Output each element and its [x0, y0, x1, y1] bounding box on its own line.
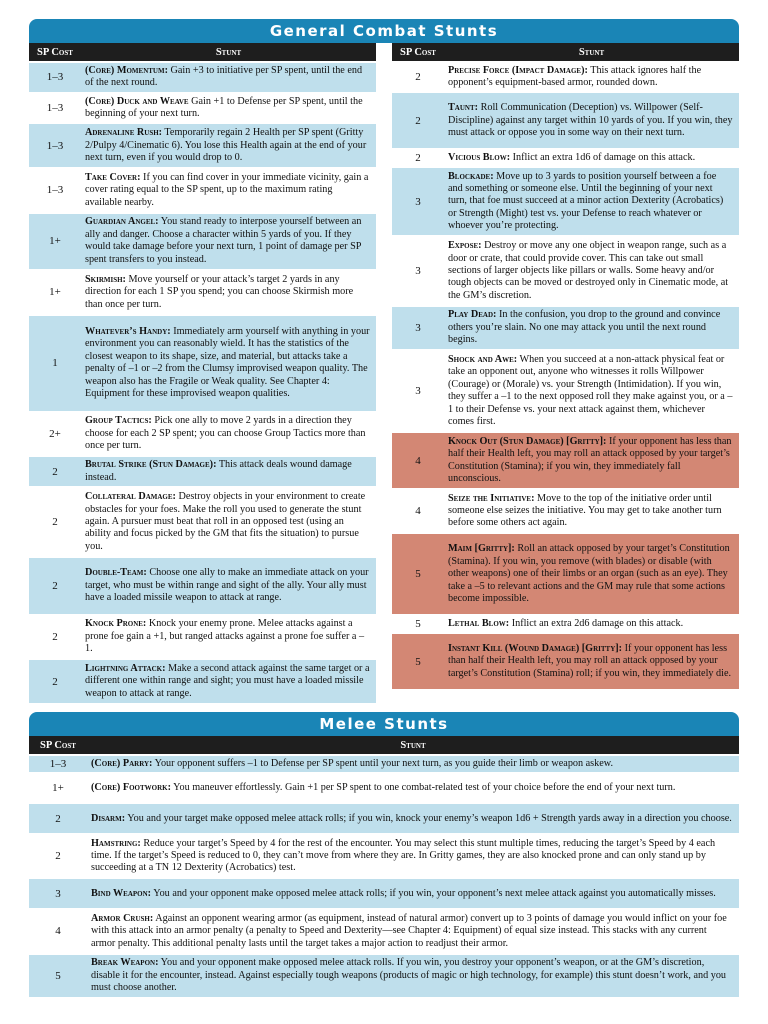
stunt-name: Armor Crush:: [91, 912, 154, 924]
sp-cost-cell: 5: [415, 568, 421, 581]
stunt-cell: [81, 271, 376, 314]
stunt-name: Group Tactics:: [85, 415, 152, 427]
table-row: [29, 614, 376, 659]
stunt-cell: [81, 413, 376, 456]
stunt-name: Lightning Attack:: [85, 662, 166, 674]
sp-cost-cell: 1–3: [46, 184, 64, 197]
table-row: [29, 486, 376, 556]
stunt-name: Blockade:: [448, 170, 494, 182]
stunt-cell: [87, 756, 739, 772]
stunt-description: This attack ignores half the opponent’s equipment-based armor, rounded down.: [448, 64, 702, 89]
stunt-cell: [81, 94, 376, 123]
stunt-description: You stand ready to interpose yourself between an ally and danger. Choose a character within 5 yards of you. If they would take damage before your next turn, 1 point of damage per SP spent transfers to you instead.: [85, 216, 362, 265]
stunt-description: Roll Communication (Deception) vs. Willpower (Self-Discipline) against any target within 10 yards of you. If you win, they must attack or oppose you in some way on their next turn.: [448, 102, 733, 139]
stunt-cell: [444, 433, 739, 488]
table-row: [29, 92, 376, 123]
sp-cost-cell: 2: [52, 580, 58, 593]
sp-cost-cell: 1–3: [46, 102, 64, 115]
stunt-description: Move yourself or your attack’s target 2 yards in any direction for each 1 SP you spend; you can choose Skirmish more than once per turn.: [85, 273, 354, 310]
table-body: [392, 61, 739, 689]
table-body: [29, 61, 376, 703]
stunt-name: Seize the Initiative:: [448, 492, 535, 504]
sp-cost-cell: 2: [415, 152, 421, 165]
sp-cost-cell: 3: [415, 195, 421, 208]
stunt-cell: [444, 63, 739, 91]
sp-cost-cell: 2: [52, 631, 58, 644]
stunt-name: Maim [Gritty]:: [448, 543, 515, 555]
stunt-name: Whatever’s Handy:: [85, 325, 171, 337]
stunt-description: Gain +3 to initiative per SP spent, until the end of the next round.: [85, 64, 363, 89]
stunt-cell: [87, 774, 739, 803]
melee-stunts-banner: Melee Stunts: [29, 712, 739, 736]
table-row: [392, 632, 739, 689]
sp-cost-cell: 1+: [52, 782, 64, 795]
stunt-description: If you can find cover in your immediate vicinity, gain a cover rating equal to the SP spent, up to the maximum rating available nearby.: [85, 171, 369, 208]
table-row: [392, 235, 739, 305]
stunt-cell: [87, 804, 739, 833]
stunt-header: Stunt: [578, 46, 605, 58]
sp-cost-header: SP Cost: [40, 739, 76, 751]
sp-cost-cell: 2: [55, 850, 61, 863]
sp-cost-cell: 3: [415, 265, 421, 278]
sp-cost-cell: 5: [415, 655, 421, 668]
stunt-name: (Core) Momentum:: [85, 64, 168, 76]
melee-stunts-table: [29, 736, 739, 997]
stunt-cell: [444, 307, 739, 349]
stunt-name: Skirmish:: [85, 273, 126, 285]
stunt-cell: [81, 169, 376, 212]
table-row: [29, 802, 739, 833]
table-row: [392, 532, 739, 614]
stunt-cell: [87, 835, 739, 877]
stunt-cell: [444, 237, 739, 305]
sp-cost-cell: 2: [55, 812, 61, 825]
table-row: [392, 166, 739, 236]
stunt-cell: [81, 63, 376, 92]
table-row: [29, 953, 739, 997]
table-row: [392, 91, 739, 148]
stunt-cell: [81, 316, 376, 411]
table-row: [29, 269, 376, 314]
stunt-description: Temporarily regain 2 Health per SP spent (Gritty 2/Pulpy 4/Cinematic 6). You lose this Health again at the end of your next turn, even if you would drop to 0.: [85, 127, 367, 163]
table-row: [392, 349, 739, 431]
sp-cost-cell: 2: [52, 465, 58, 478]
stunt-cell: [444, 490, 739, 532]
stunt-cell: [444, 351, 739, 431]
stunt-name: Play Dead:: [448, 309, 497, 321]
stunt-description: Move up to 3 yards to position yourself between a foe and something or someone else. Until the beginning of your next turn, that foe must succeed at a minor action Dexterity (Acrobatics) or Strength (Might) test vs. your Defense to reach whatever or whoever you’re protecting.: [448, 170, 724, 232]
stunt-description: Immediately arm yourself with anything in your environment you can reasonably wield. It has the statistics of the closest weapon to its shape, size, and material, but attacks take a penalty of –1 or –2 from the Clumsy improvised weapon quality. The weapon also has the Fragile or Weak quality. See Chapter 4: Equipment for these improvised weapon qualities.: [85, 325, 370, 400]
sp-cost-cell: 2: [415, 114, 421, 127]
table-row: [29, 167, 376, 212]
stunt-name: Expose:: [448, 240, 482, 252]
table-row: [392, 614, 739, 632]
stunt-cell: [81, 124, 376, 167]
stunt-cell: [81, 457, 376, 486]
table-row: [29, 212, 376, 269]
sp-cost-cell: 1+: [49, 286, 61, 299]
stunt-name: Collateral Damage:: [85, 491, 176, 503]
stunt-name: Precise Force (Impact Damage):: [448, 64, 588, 76]
stunt-name: Shock and Awe:: [448, 353, 518, 365]
table-row: [29, 455, 376, 486]
table-row: [29, 772, 739, 803]
stunt-description: You and your opponent make opposed melee attack rolls. If you win, you destroy your opponent’s weapon, or at the GM’s discretion, disable it for the encounter, instead. Against especially tough weapons (products of magic or high technology, for example) this stunt doesn’t work, and you must choose another.: [91, 957, 727, 993]
stunt-name: Lethal Blow:: [448, 618, 510, 630]
table-header: [29, 43, 376, 61]
sp-cost-header: SP Cost: [400, 46, 436, 58]
table-row: [29, 122, 376, 167]
table-row: [392, 431, 739, 488]
stunt-name: Adrenaline Rush:: [85, 127, 163, 139]
stunt-name: Take Cover:: [85, 171, 141, 183]
stunt-name: Vicious Blow:: [448, 151, 511, 163]
stunt-name: Brutal Strike (Stun Damage):: [85, 459, 217, 471]
stunt-description: Destroy or move any one object in weapon range, such as a door or crate, that could provide cover. This can take out small sections of larger objects like pillars or walls. Some heavy and/or tough objects can be moved or destroyed only in Cinematic mode, at the GM’s discretion.: [448, 240, 729, 301]
sp-cost-cell: 2: [52, 516, 58, 529]
table-row: [29, 877, 739, 908]
stunt-description: Your opponent suffers –1 to Defense per SP spent until your next turn, as you guide their limb or weapon askew.: [152, 757, 613, 769]
stunt-cell: [81, 660, 376, 703]
stunt-name: Knock Out (Stun Damage) [Gritty]:: [448, 435, 607, 447]
sp-cost-cell: 1+: [49, 235, 61, 248]
stunt-description: In the confusion, you drop to the ground and convince others you’re slain. No one may attack you until the next round begins.: [448, 309, 721, 346]
table-row: [29, 556, 376, 613]
sp-cost-cell: 2+: [49, 427, 61, 440]
sp-cost-cell: 5: [415, 618, 421, 631]
sp-cost-header: SP Cost: [37, 46, 73, 58]
stunt-name: Guardian Angel:: [85, 216, 159, 228]
table-row: [29, 833, 739, 877]
stunt-header: Stunt: [215, 46, 242, 58]
stunt-name: Taunt:: [448, 102, 479, 114]
table-row: [29, 658, 376, 703]
stunt-name: Double-Team:: [85, 567, 147, 579]
table-row: [29, 908, 739, 952]
sp-cost-cell: 2: [52, 675, 58, 688]
sp-cost-cell: 4: [415, 505, 421, 518]
table-header: [29, 736, 739, 754]
stunt-name: Bind Weapon:: [91, 887, 152, 899]
stunt-cell: [81, 214, 376, 269]
stunt-cell: [444, 93, 739, 148]
sp-cost-cell: 4: [55, 925, 61, 938]
sp-cost-cell: 1–3: [49, 757, 67, 770]
table-row: [29, 61, 376, 92]
stunt-description: Choose one ally to make an immediate attack on your target, who must be within range and sight of the ally. Your ally must have a loaded missile weapon to attack at range.: [85, 567, 369, 604]
stunt-description: Move to the top of the initiative order until someone else seizes the initiative. You may get to take another turn before some others act again.: [448, 492, 722, 529]
general-stunts-table-right: [392, 43, 739, 689]
stunt-cell: [444, 150, 739, 166]
stunt-description: Inflict an extra 2d6 damage on this attack.: [509, 618, 684, 630]
stunt-name: Disarm:: [91, 812, 126, 824]
stunt-cell: [87, 955, 739, 997]
stunt-name: Knock Prone:: [85, 618, 147, 630]
stunt-cell: [444, 168, 739, 236]
table-body: [29, 754, 739, 997]
stunt-description: Pick one ally to move 2 yards in a direction they choose for each 2 SP spent; you can choose Group Tactics more than once per turn.: [85, 415, 366, 452]
sp-cost-cell: 3: [415, 322, 421, 334]
stunt-name: (Core) Duck and Weave: [85, 95, 189, 107]
stunt-header: Stunt: [400, 739, 426, 751]
stunt-cell: [81, 616, 376, 659]
stunt-description: Against an opponent wearing armor (as equipment, instead of natural armor) convert up to 3 points of damage you would inflict on your foe with this attack into an armor penalty (a penalty to Speed and Dexterity—see Chapter 4: Equipment) of equal size instead. This stacks with any current armor penalty. This additional penalty lasts until the target takes a major action to readjust their armor.: [91, 912, 727, 949]
sp-cost-cell: 1–3: [46, 139, 64, 152]
stunt-description: Destroy objects in your environment to create obstacles for your foes. Make the roll you used to generate the stunt again. A pursuer must beat that roll in an opposed test (using an ability and focus picked by the GM that fits the situation) to pursue you.: [85, 491, 366, 552]
stunt-cell: [444, 616, 739, 632]
stunt-description: Inflict an extra 1d6 of damage on this attack.: [510, 151, 696, 163]
table-row: [392, 148, 739, 166]
general-stunts-table-left: [29, 43, 376, 703]
stunt-description: Knock your enemy prone. Melee attacks against a prone foe gain a +1, but ranged attacks against a prone foe suffer a –1.: [85, 618, 365, 655]
stunt-cell: [81, 488, 376, 556]
stunt-name: Instant Kill (Wound Damage) [Gritty]:: [448, 642, 623, 654]
sp-cost-cell: 2: [415, 71, 421, 84]
table-header: [392, 43, 739, 61]
stunt-cell: [87, 879, 739, 908]
stunt-cell: [87, 910, 739, 952]
sp-cost-cell: 3: [415, 385, 421, 398]
sp-cost-cell: 3: [55, 887, 61, 900]
sp-cost-cell: 1: [52, 357, 58, 370]
stunt-description: This attack deals wound damage instead.: [85, 459, 352, 483]
table-row: [392, 488, 739, 532]
stunt-cell: [444, 634, 739, 689]
stunt-name: (Core) Footwork:: [91, 781, 171, 793]
sp-cost-cell: 5: [55, 969, 61, 982]
table-row: [29, 314, 376, 411]
stunt-cell: [81, 558, 376, 613]
table-row: [392, 61, 739, 91]
stunt-description: Reduce your target’s Speed by 4 for the rest of the encounter. You may select this stunt multiple times, reducing the target’s Speed by 4 each time. If the target’s Speed is reduced to 0, they can’t move from where they are. In Gritty games, they are also knocked prone and can only stand up by succeeding at a TN 12 Dexterity (Acrobatics) test.: [91, 837, 716, 874]
stunt-cell: [444, 534, 739, 614]
stunt-description: Gain +1 to Defense per SP spent, until the beginning of your next turn.: [85, 95, 363, 120]
sp-cost-cell: 4: [415, 454, 421, 467]
stunt-description: When you succeed at a non-attack physical feat or take an opponent out, anyone who witnesses it rolls Willpower (Courage) or (Morale) vs. your Strength (Intimidation). If you win, they suffer a –1 to the next opposed roll they make against you, or a –1 to their Defense vs. your next attack against them, whichever comes first.: [448, 353, 733, 428]
stunt-name: Hamstring:: [91, 837, 141, 849]
stunt-name: (Core) Parry:: [91, 757, 153, 769]
stunt-description: You maneuver effortlessly. Gain +1 per SP spent to one combat-related test of your choice before the end of your next turn.: [170, 781, 676, 793]
stunt-description: Make a second attack against the same target or a different one within range and sight; you must have a loaded missile weapon to attack at range.: [85, 662, 370, 699]
general-combat-stunts-banner: General Combat Stunts: [29, 19, 739, 43]
table-row: [29, 411, 376, 456]
stunt-description: You and your opponent make opposed melee attack rolls; if you win, your opponent’s next melee attack against you automatically misses.: [151, 887, 716, 899]
sp-cost-cell: 1–3: [46, 71, 64, 84]
stunt-description: Roll an attack opposed by your target’s Constitution (Stamina). If you win, you remove (with blades) or disable (with other weapons) one of their limbs or an organ (such as an eye). They take a –5 to relevant actions and the GM may rule that some actions become impossible.: [448, 543, 730, 604]
table-row: [392, 305, 739, 349]
stunt-description: You and your target make opposed melee attack rolls; if you win, knock your enemy’s weapon 1d6 + Strength yards away in a direction you choose.: [125, 812, 732, 824]
stunt-name: Break Weapon:: [91, 957, 159, 969]
stunt-description: If your opponent has less than half their Health left, you may roll an attack opposed by your target’s Constitution (Stamina) roll; if you win, they immediately die.: [448, 642, 732, 679]
table-row: [29, 754, 739, 772]
stunt-description: If your opponent has less than half their Health left, you may roll an attack opposed by your target’s Constitution (Stamina); if you win, they immediately fall unconscious.: [448, 435, 732, 485]
